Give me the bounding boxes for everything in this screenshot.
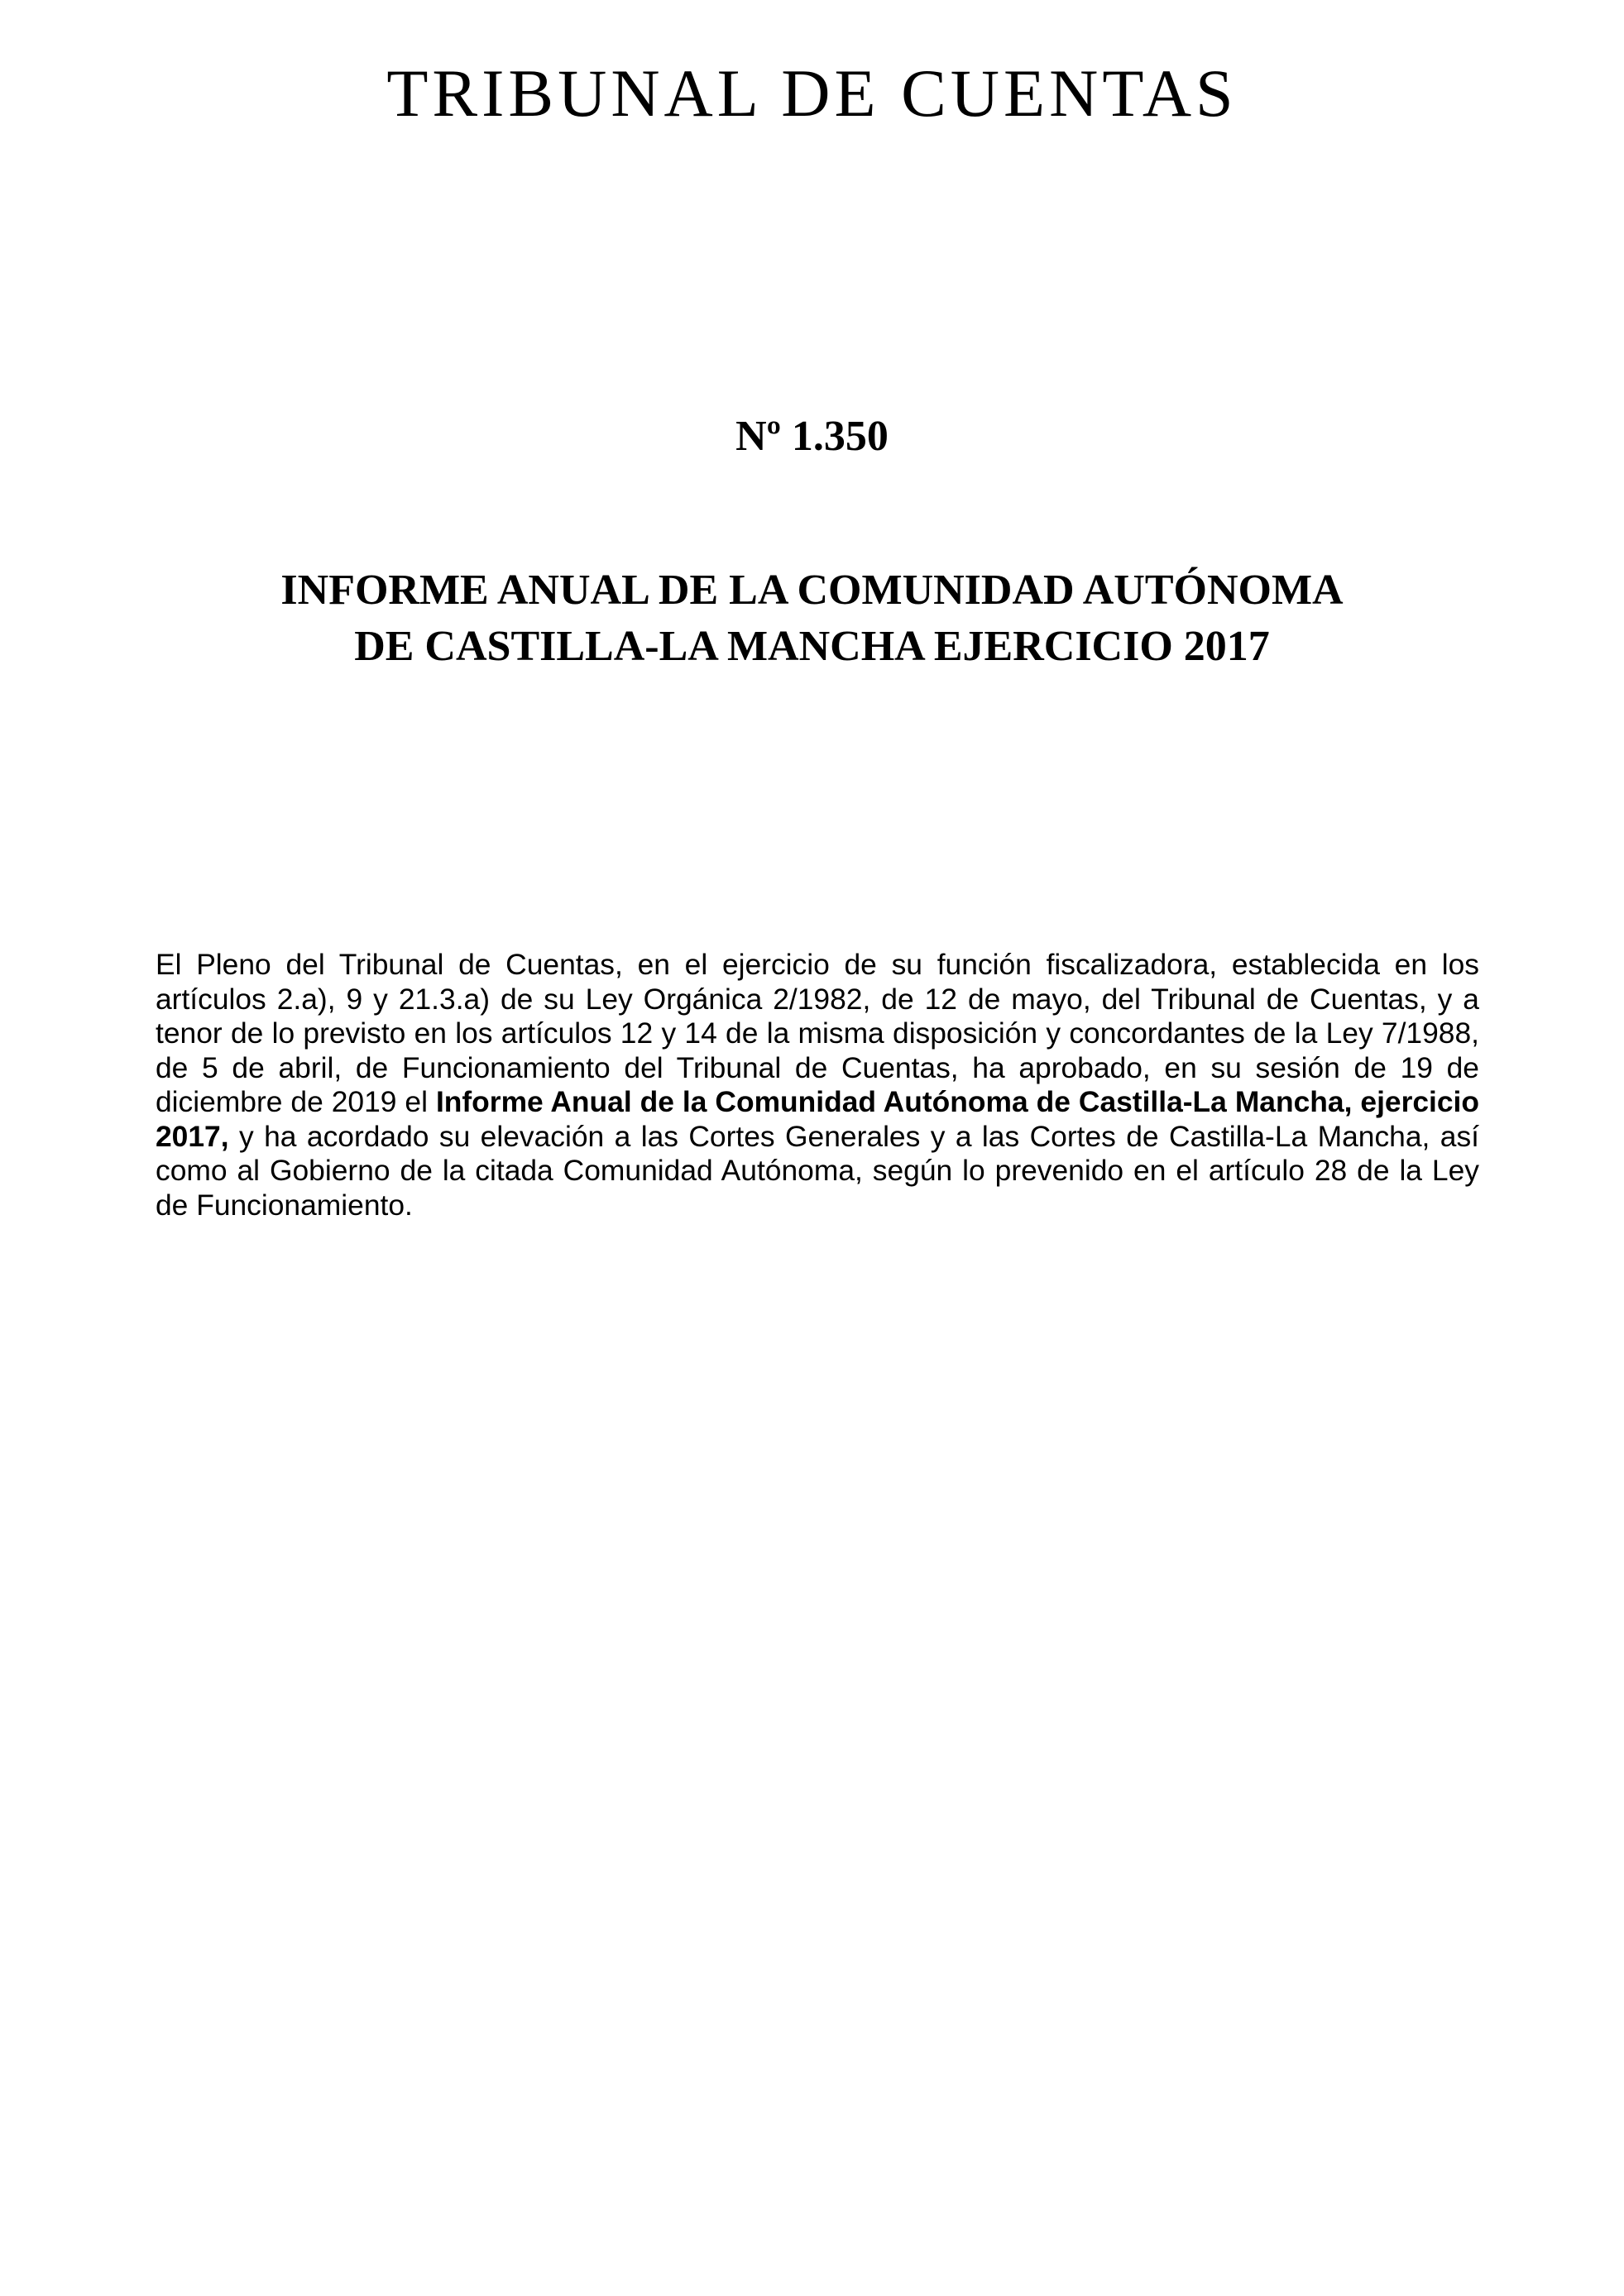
report-title — [0, 562, 1624, 675]
approval-paragraph — [156, 948, 1479, 1222]
paragraph-text-intro: El Pleno del Tribunal de Cuentas, en el ejercicio de su función fiscalizadora, establecida en los artículos 2.a), 9 y 21.3.a) de su Ley Orgánica 2/1982, de 12 de mayo, del Tribunal de Cuentas, y a tenor de lo previsto en los artículos 12 y 14 de la misma disposición y concordantes de la Ley 7/1988, de 5 de abril, de Funcionamiento del Tribunal de Cuentas, ha aprobado, en su sesión de 19 de diciembre de 2019 el — [156, 948, 1479, 1118]
institution-title: TRIBUNAL DE CUENTAS — [386, 55, 1238, 131]
report-title-line-2: DE CASTILLA-LA MANCHA EJERCICIO 2017 — [354, 623, 1270, 670]
report-title-line-1: INFORME ANUAL DE LA COMUNIDAD AUTÓNOMA — [280, 567, 1344, 614]
report-number: Nº 1.350 — [735, 413, 889, 460]
paragraph-text-bold-title: Informe Anual de la Comunidad Autónoma de Castilla-La Mancha, ejercicio 2017, — [156, 1085, 1480, 1153]
paragraph-text-closing: y ha acordado su elevación a las Cortes Generales y a las Cortes de Castilla-La Mancha, así como al Gobierno de la citada Comunidad Autónoma, según lo prevenido en el artículo 28 de la Ley de Funcionamiento. — [156, 1119, 1479, 1222]
